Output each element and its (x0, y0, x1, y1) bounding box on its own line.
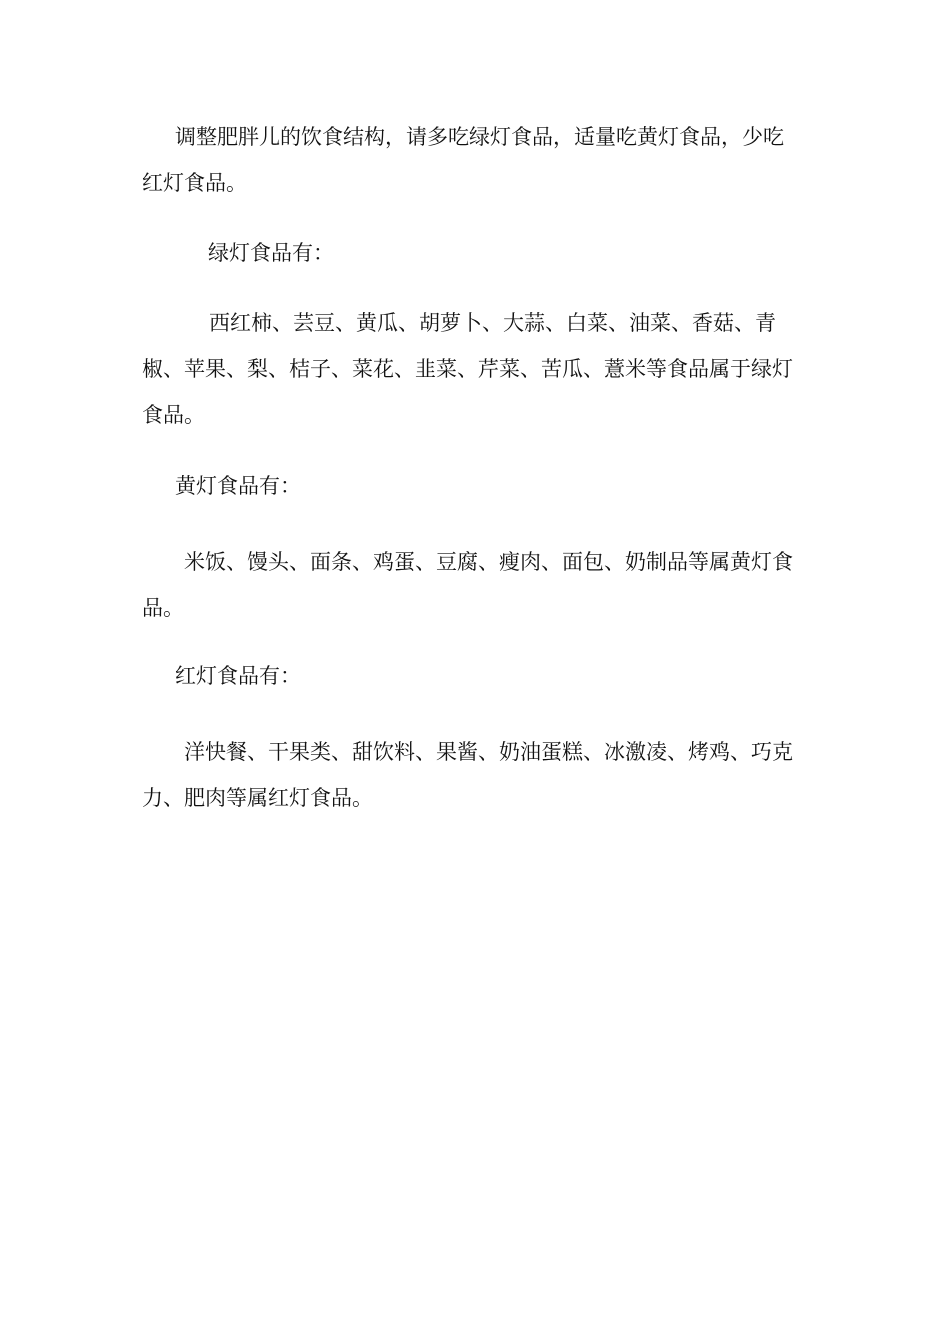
red-food-list: 洋快餐、干果类、甜饮料、果酱、奶油蛋糕、冰激凌、烤鸡、巧克力、肥肉等属红灯食品。 (142, 740, 793, 810)
yellow-food-heading: 黄灯食品有： (175, 474, 301, 498)
red-food-heading: 红灯食品有： (175, 664, 301, 688)
green-food-list: 西红柿、芸豆、黄瓜、胡萝卜、大蒜、白菜、油菜、香菇、青椒、苹果、梨、桔子、菜花、韭菜、芹菜、苦瓜、薏米等食品属于绿灯食品。 (142, 311, 793, 427)
yellow-food-list: 米饭、馒头、面条、鸡蛋、豆腐、瘦肉、面包、奶制品等属黄灯食品。 (142, 550, 793, 620)
green-food-heading: 绿灯食品有： (208, 241, 334, 265)
intro-paragraph: 调整肥胖儿的饮食结构，请多吃绿灯食品，适量吃黄灯食品，少吃红灯食品。 (142, 125, 784, 195)
